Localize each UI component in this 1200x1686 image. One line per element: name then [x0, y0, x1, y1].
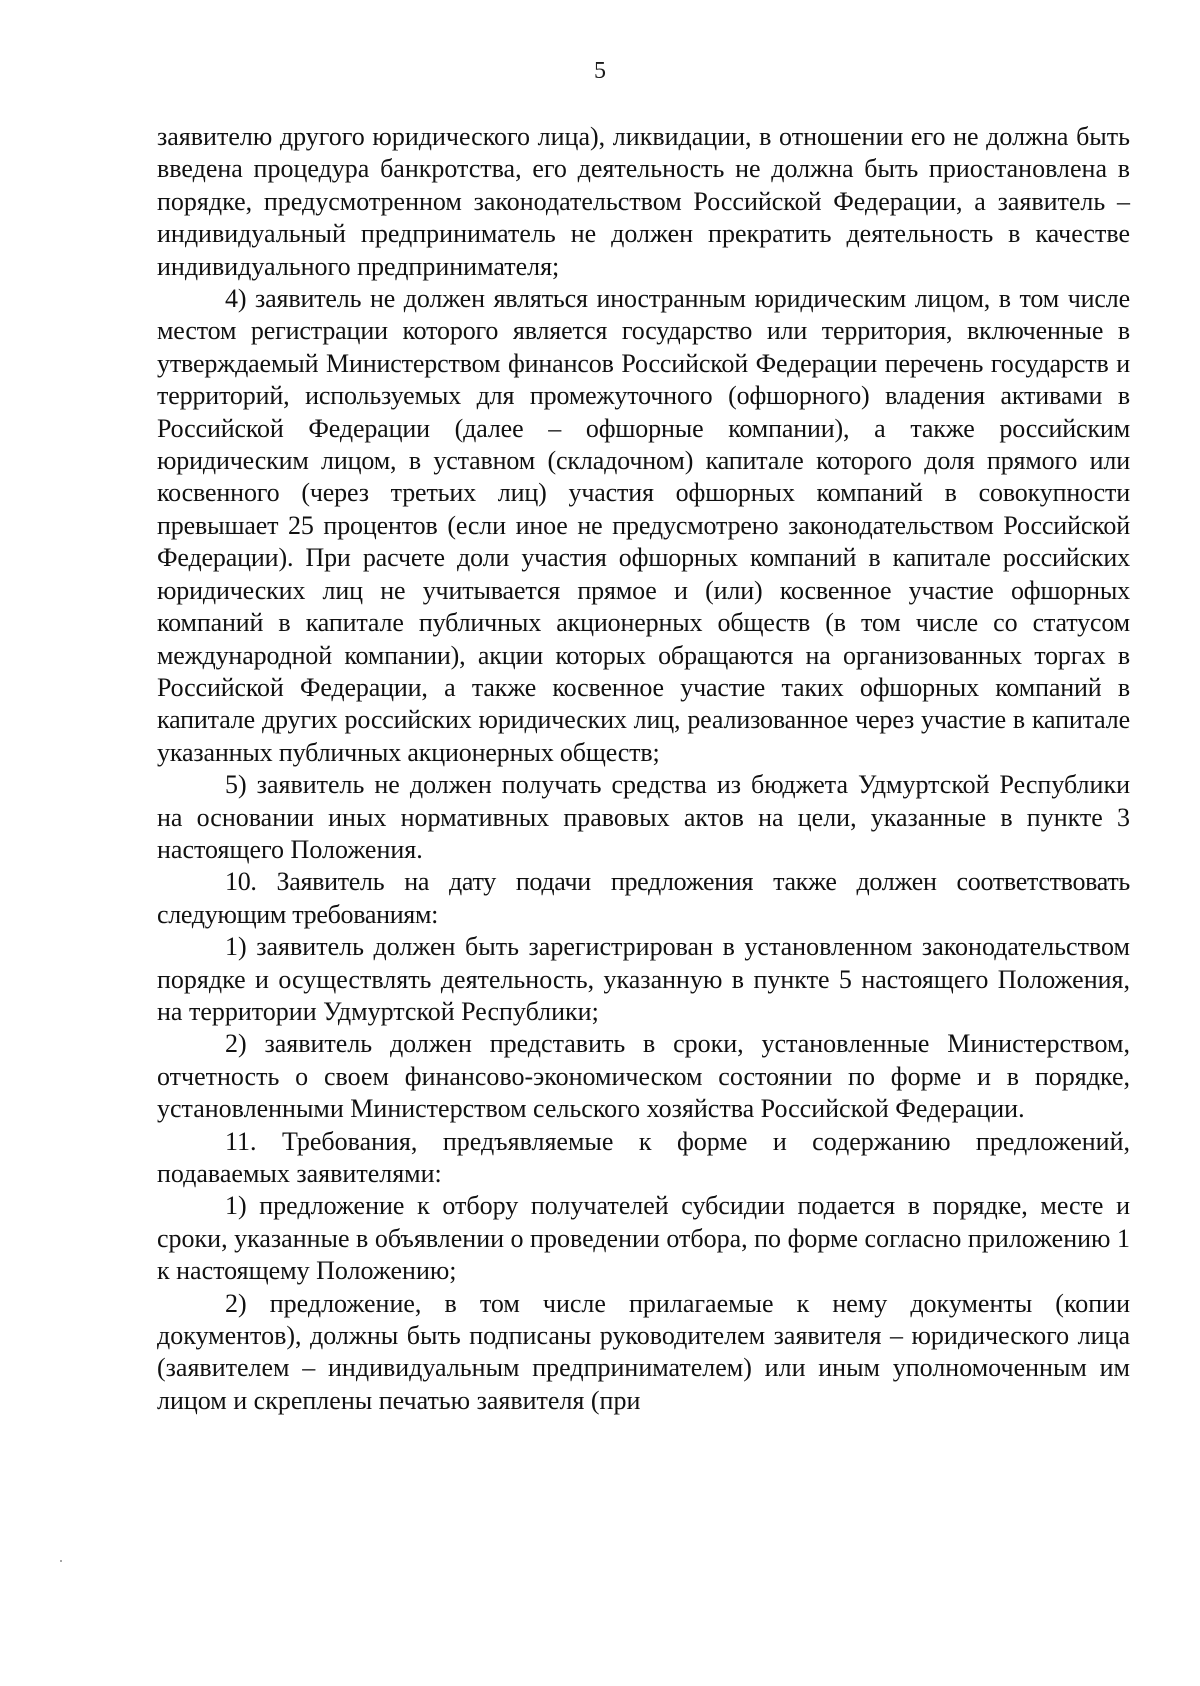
- document-body: [157, 121, 1130, 1417]
- paragraph-clause-11: 11. Требования, предъявляемые к форме и содержанию предложений, подаваемых заявителями:: [157, 1126, 1130, 1188]
- paragraph-clause-10-item-2: 2) заявитель должен представить в сроки, установленные Министерством, отчетность о своем финансово-экономическом состоянии по форме и в порядке, установленными Министерством сельского хозяйства Российской Федерации.: [157, 1029, 1130, 1124]
- paragraph-clause-10-item-1: 1) заявитель должен быть зарегистрирован в установленном законодательством порядке и осуществлять деятельность, указанную в пункте 5 настоящего Положения, на территории Удмуртской Республики;: [157, 932, 1130, 1026]
- paragraph-clause-11-item-2: 2) предложение, в том числе прилагаемые к нему документы (копии документов), должны быть подписаны руководителем заявителя – юридического лица (заявителем – индивидуальным предпринимателем) или иным уполномоченным им лицом и скреплены печатью заявителя (при: [157, 1288, 1130, 1415]
- paragraph-item-4-offshore: 4) заявитель не должен являться иностранным юридическим лицом, в том числе местом регистрации которого является государство или территория, включенные в утверждаемый Министерством финансов Российской Федерации перечень государств и территорий, используемых для промежуточного (офшорного) владения активами в Российской Федерации (далее – офшорные компании), а также российским юридическим лицом, в уставном (складочном) капитале которого доля прямого или косвенного (через третьих лиц) участия офшорных компаний в совокупности превышает 25 процентов (если иное не предусмотрено законодательством Российской Федерации). При расчете доли участия офшорных компаний в капитале российских юридических лиц не учитывается прямое и (или) косвенное участие офшорных компаний в капитале публичных акционерных обществ (в том числе со статусом международной компании), акции которых обращаются на организованных торгах в Российской Федерации, а также косвенное участие таких офшорных компаний в капитале других российских юридических лиц, реализованное через участие в капитале указанных публичных акционерных обществ;: [157, 284, 1130, 767]
- paragraph-continuation: заявителю другого юридического лица), ликвидации, в отношении его не должна быть введена процедура банкротства, его деятельность не должна быть приостановлена в порядке, предусмотренном законодательством Российской Федерации, а заявитель – индивидуальный предприниматель не должен прекратить деятельность в качестве индивидуального предпринимателя;: [157, 122, 1130, 281]
- scan-speck: [60, 1560, 62, 1562]
- page-number: 5: [594, 58, 606, 84]
- paragraph-clause-11-item-1: 1) предложение к отбору получателей субсидии подается в порядке, месте и сроки, указанные в объявлении о проведении отбора, по форме согласно приложению 1 к настоящему Положению;: [157, 1191, 1130, 1286]
- paragraph-item-5-budget: 5) заявитель не должен получать средства из бюджета Удмуртской Республики на основании иных нормативных правовых актов на цели, указанные в пункте 3 настоящего Положения.: [157, 770, 1130, 864]
- paragraph-clause-10: 10. Заявитель на дату подачи предложения также должен соответствовать следующим требованиям:: [157, 867, 1130, 929]
